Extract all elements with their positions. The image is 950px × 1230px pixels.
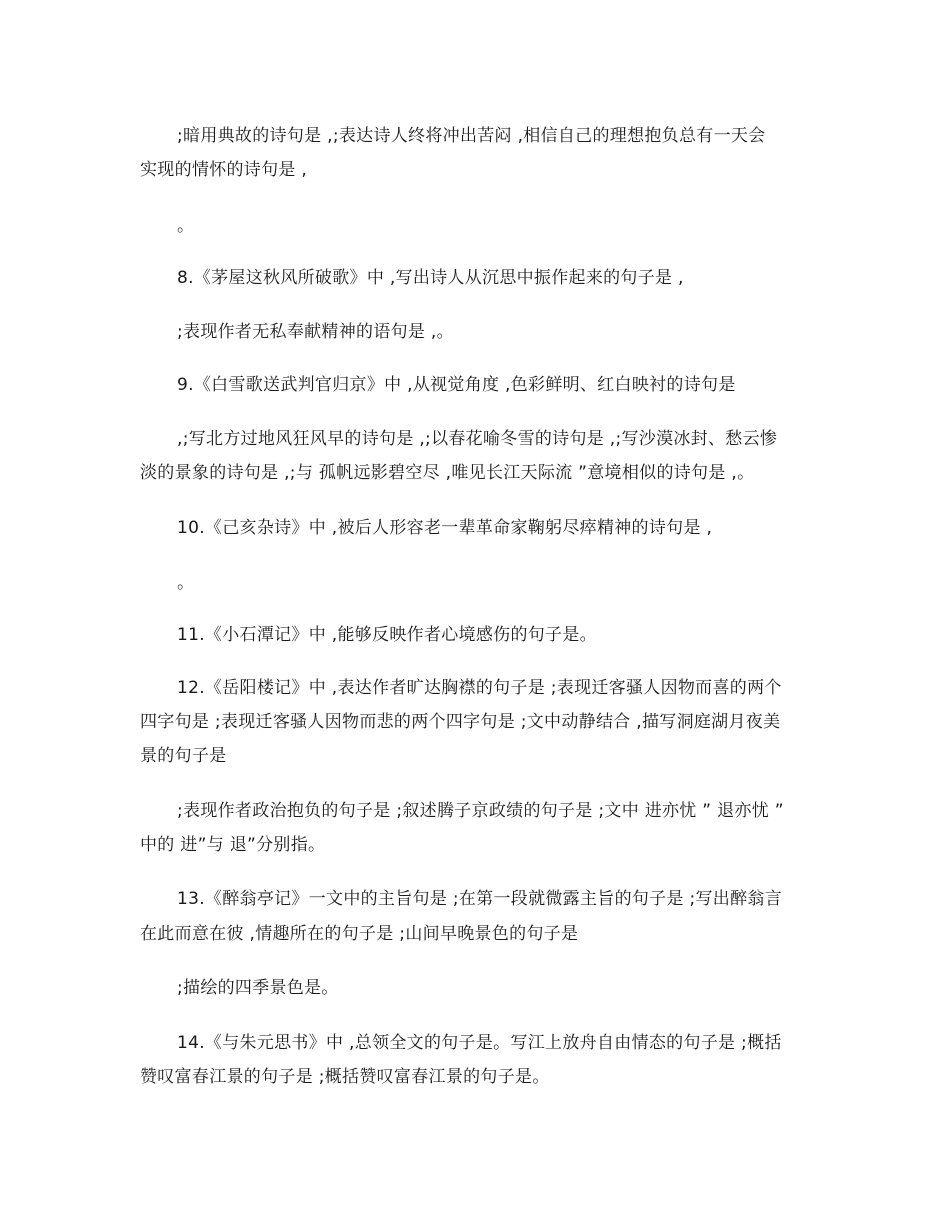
text-line: 实现的情怀的诗句是 ,	[140, 160, 308, 180]
question-9: 9.《白雪歌送武判官归京》中 ,从视觉角度 ,色彩鲜明、红白映衬的诗句是	[177, 375, 736, 395]
question-14: 14.《与朱元思书》中 ,总领全文的句子是。写江上放舟自由情态的句子是 ;概括	[177, 1033, 782, 1053]
question-13: 13.《醉翁亭记》一文中的主旨句是 ;在第一段就微露主旨的句子是 ;写出醉翁言	[177, 889, 782, 909]
text-line: ;暗用典故的诗句是 ,;表达诗人终将冲出苦闷 ,相信自己的理想抱负总有一天会	[177, 126, 766, 146]
text-line: ;表现作者无私奉献精神的语句是 ,。	[177, 322, 454, 342]
text-line: 景的句子是	[140, 746, 227, 766]
text-line: 淡的景象的诗句是 ,;与 孤帆远影碧空尽 ,唯见长江天际流 ”意境相似的诗句是 ,。	[140, 463, 755, 483]
text-line: ,;写北方过地风狂风早的诗句是 ,;以春花喻冬雪的诗句是 ,;写沙漠冰封、愁云惨	[177, 429, 778, 449]
text-line: ;描绘的四季景色是。	[177, 978, 339, 998]
text-line: 四字句是 ;表现迁客骚人因物而悲的两个四字句是 ;文中动静结合 ,描写洞庭湖月夜美	[140, 712, 781, 732]
text-line: 。	[177, 216, 195, 236]
text-line: ;表现作者政治抱负的句子是 ;叙述腾子京政绩的句子是 ;文中 进亦忧 ” 退亦忧 ”	[177, 801, 784, 821]
text-line: 中的 进”与 退”分别指。	[140, 835, 326, 855]
text-line: 。	[177, 573, 195, 593]
question-11: 11.《小石潭记》中 ,能够反映作者心境感伤的句子是。	[177, 625, 597, 645]
question-12: 12.《岳阳楼记》中 ,表达作者旷达胸襟的句子是 ;表现迁客骚人因物而喜的两个	[177, 678, 782, 698]
text-line: 在此而意在彼 ,情趣所在的句子是 ;山间早晚景色的句子是	[140, 924, 579, 944]
question-10: 10.《己亥杂诗》中 ,被后人形容老一辈革命家鞠躬尽瘁精神的诗句是 ,	[177, 518, 713, 538]
text-line: 赞叹富春江景的句子是 ;概括赞叹富春江景的句子是。	[140, 1067, 550, 1087]
question-8: 8.《茅屋这秋风所破歌》中 ,写出诗人从沉思中振作起来的句子是 ,	[177, 268, 684, 288]
